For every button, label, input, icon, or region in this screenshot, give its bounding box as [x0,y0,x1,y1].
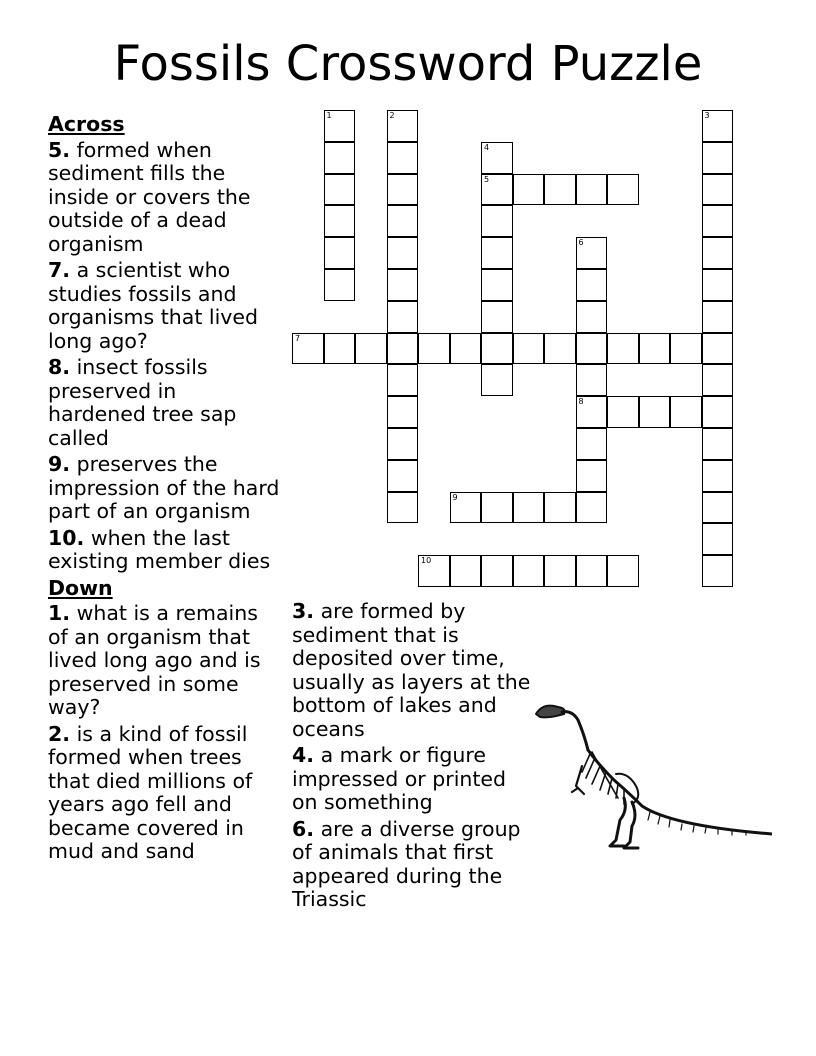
grid-cell[interactable] [513,492,545,524]
grid-cell[interactable] [387,428,419,460]
grid-cell[interactable] [544,492,576,524]
grid-cell[interactable] [324,333,356,365]
grid-cell[interactable] [576,460,608,492]
grid-cell[interactable] [702,492,734,524]
dinosaur-skeleton-illustration [532,694,772,854]
down-clue-3 [292,600,532,741]
grid-cell[interactable] [702,428,734,460]
grid-cell[interactable] [576,492,608,524]
across-heading: Across [48,112,125,136]
grid-cell[interactable] [576,333,608,365]
down-clue-6 [292,818,532,912]
grid-cell[interactable] [702,110,734,142]
grid-cell[interactable] [576,269,608,301]
clue-text: a mark or figure impressed or printed on something [292,743,507,814]
grid-cell[interactable] [481,555,513,587]
grid-cell[interactable] [607,174,639,206]
clue-number: 10. [48,525,85,550]
grid-cell[interactable] [670,396,702,428]
clue-text: preserves the impression of the hard part of an organism [48,452,280,523]
grid-cell[interactable] [324,269,356,301]
grid-cell[interactable] [576,428,608,460]
clue-text: a scientist who studies fossils and organisms that lived long ago? [48,258,259,353]
grid-cell[interactable] [576,364,608,396]
grid-cell[interactable] [576,174,608,206]
grid-cell[interactable] [481,142,513,174]
cell-number: 5 [484,174,490,184]
grid-cell[interactable] [576,237,608,269]
across-clue-7 [48,259,280,353]
grid-cell[interactable] [387,110,419,142]
grid-cell[interactable] [702,396,734,428]
grid-cell[interactable] [481,269,513,301]
across-clue-9 [48,453,280,524]
grid-cell[interactable] [324,142,356,174]
grid-cell[interactable] [481,301,513,333]
grid-cell[interactable] [576,301,608,333]
grid-cell[interactable] [481,174,513,206]
grid-cell[interactable] [387,333,419,365]
grid-cell[interactable] [292,333,324,365]
grid-cell[interactable] [639,333,671,365]
grid-cell[interactable] [418,555,450,587]
clue-text: is a kind of fossil formed when trees that died millions of years ago fell and became covered in mud and sand [48,721,253,863]
grid-cell[interactable] [702,205,734,237]
grid-cell[interactable] [324,205,356,237]
grid-cell[interactable] [576,555,608,587]
clue-number: 7. [48,258,71,282]
grid-cell[interactable] [513,333,545,365]
clue-text: what is a remains of an organism that lived long ago and is preserved in some way? [48,601,261,719]
down-clue-4 [292,744,532,815]
across-clue-10 [48,527,280,574]
down-clue-2 [48,723,280,864]
grid-cell[interactable] [387,396,419,428]
grid-cell[interactable] [702,523,734,555]
grid-cell[interactable] [576,396,608,428]
grid-cell[interactable] [513,174,545,206]
grid-cell[interactable] [450,492,482,524]
grid-cell[interactable] [387,269,419,301]
clue-number: 2. [48,721,71,746]
clue-number: 9. [48,452,71,476]
grid-cell[interactable] [544,333,576,365]
grid-cell[interactable] [450,555,482,587]
grid-cell[interactable] [481,205,513,237]
clue-number: 6. [292,816,315,841]
cell-number: 7 [295,333,301,343]
grid-cell[interactable] [607,333,639,365]
grid-cell[interactable] [513,555,545,587]
grid-cell[interactable] [607,555,639,587]
cell-number: 6 [578,238,584,248]
grid-cell[interactable] [387,301,419,333]
clue-number: 8. [48,355,71,379]
grid-cell[interactable] [387,364,419,396]
grid-cell[interactable] [670,333,702,365]
page-title: Fossils Crossword Puzzle [113,36,703,92]
grid-cell[interactable] [544,174,576,206]
grid-cell[interactable] [387,237,419,269]
cell-number: 1 [326,111,332,120]
grid-cell[interactable] [418,333,450,365]
grid-cell[interactable] [702,237,734,269]
grid-cell[interactable] [702,142,734,174]
grid-cell[interactable] [639,396,671,428]
grid-cell[interactable] [355,333,387,365]
grid-cell[interactable] [702,460,734,492]
grid-cell[interactable] [544,555,576,587]
down-heading: Down [48,575,113,600]
grid-cell[interactable] [481,333,513,365]
cell-number: 3 [704,111,710,120]
clue-text: when the last existing member dies [48,525,271,573]
across-clue-5 [48,139,280,257]
clue-text: are formed by sediment that is deposited over time, usually as layers at the bottom of lakes and oceans [292,599,531,741]
grid-cell[interactable] [387,205,419,237]
grid-cell[interactable] [324,237,356,269]
grid-cell[interactable] [387,460,419,492]
grid-cell[interactable] [481,492,513,524]
cell-number: 8 [578,397,584,407]
down-clue-1 [48,602,280,720]
grid-cell[interactable] [702,333,734,365]
grid-cell[interactable] [387,492,419,524]
grid-cell[interactable] [702,555,734,587]
grid-cell[interactable] [481,364,513,396]
grid-cell[interactable] [702,301,734,333]
clue-column-left [48,113,280,867]
clue-text: are a diverse group of animals that first appeared during the Triassic [292,816,521,911]
clue-number: 4. [292,743,315,767]
grid-cell[interactable] [481,237,513,269]
grid-cell[interactable] [324,174,356,206]
grid-cell[interactable] [324,110,356,142]
grid-cell[interactable] [387,174,419,206]
clue-number: 5. [48,137,71,162]
cell-number: 9 [452,492,458,502]
cell-number: 4 [484,142,490,152]
clue-number: 3. [292,599,315,623]
clue-column-right [292,600,532,915]
cell-number: 2 [389,111,395,120]
grid-cell[interactable] [607,396,639,428]
grid-cell[interactable] [702,174,734,206]
grid-cell[interactable] [450,333,482,365]
clue-text: formed when sediment fills the inside or covers the outside of a dead organism [48,137,251,256]
clue-text: insect fossils preserved in hardened tree sap called [48,355,237,450]
across-clue-8 [48,356,280,450]
cell-number: 10 [421,556,432,566]
grid-cell[interactable] [702,269,734,301]
grid-cell[interactable] [387,142,419,174]
grid-cell[interactable] [702,364,734,396]
clue-number: 1. [48,601,71,625]
